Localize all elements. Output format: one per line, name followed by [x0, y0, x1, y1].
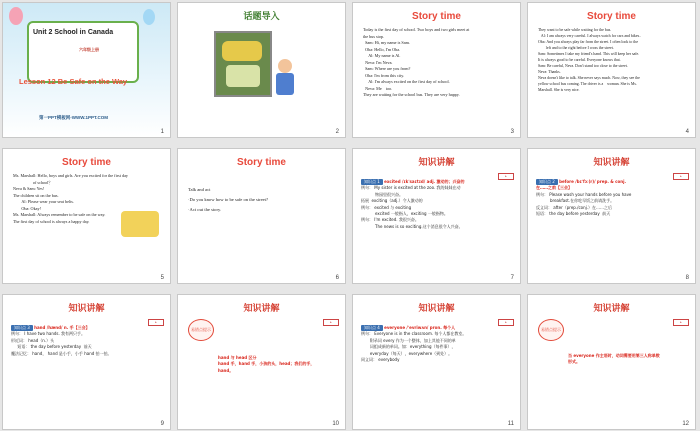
slide-number: 7 — [510, 275, 514, 281]
text-line: everyday（每天），everywhere（到处）。 — [361, 350, 453, 356]
slide-title: 话题导入 — [243, 12, 280, 22]
text-line: ·Act out the story. — [188, 207, 222, 213]
text-line: 反义词： after（prep./conj.）在……之后 — [536, 204, 613, 210]
point-tag: 知识点 4 — [361, 325, 383, 331]
text-line: 例句： Everyone is in the classroom. 每个人都在教室。 — [361, 331, 467, 337]
text-line: 魔法记忆： hand， hand 是小手，小手 hand 拍一拍。 — [11, 350, 112, 356]
text-line: Oba: And you always play far from the street. I often look to the — [538, 40, 639, 45]
slide-2[interactable] — [177, 2, 346, 138]
footer-text: 第一PPT模板网-WWW.1PPT.COM — [39, 115, 108, 120]
slide-number: 2 — [335, 129, 339, 135]
text-line: They are waiting for the school bus. They are very happy. — [363, 92, 460, 97]
tip-text — [568, 353, 687, 366]
text-line: 例句： My sister is excited at the zoo. 我的妹妹在动 — [361, 185, 461, 191]
slide-6[interactable] — [177, 148, 346, 284]
slide-title: 知识讲解 — [68, 304, 105, 314]
text-line: Talk and act — [188, 187, 211, 192]
text-line: 短语： the day before yesterday 前天 — [11, 344, 92, 350]
unit-title: Unit 2 School in Canada — [33, 29, 114, 36]
text-line: Sam: Be careful, Neva. Don't stand too close to the street. — [538, 64, 628, 69]
slide-grid — [2, 2, 698, 429]
text-line: hand。 — [218, 367, 234, 373]
lesson-title: Lesson 12 Be Safe on the Way — [19, 77, 128, 86]
text-line: Al: My name is Al. — [363, 53, 401, 58]
text-line: left and to the right before I cross the street. — [538, 46, 614, 51]
tab-marker: ▸ — [673, 173, 689, 180]
grade-label: 六年级上册 — [79, 47, 99, 52]
text-line: 物园里很兴奋。 — [361, 191, 403, 197]
slide-number: 8 — [685, 275, 689, 281]
story-text — [538, 27, 687, 94]
slide-number: 1 — [160, 129, 164, 135]
slide-10[interactable] — [177, 294, 346, 430]
text-line: Oba: Hello, I'm Oba. — [363, 46, 401, 52]
text-line: ·Do you know how to be safe on the street? — [188, 197, 268, 203]
tab-marker: ▸ — [498, 319, 514, 326]
slide-title: Story time — [587, 11, 636, 22]
slide-number: 11 — [507, 421, 514, 427]
text-line: Neva: Thanks. — [538, 70, 561, 75]
point-tag: 知识点 3 — [11, 325, 33, 331]
text-line: 例句： I'm excited. 我很兴奋。 — [361, 217, 419, 223]
slide-3[interactable] — [352, 2, 521, 138]
text-line: Marshall. She is very nice. — [538, 88, 580, 93]
knowledge-point — [361, 179, 512, 230]
text-line: The first day of school is always a happy day. — [13, 218, 90, 224]
tip-text — [218, 355, 337, 374]
balloon-icon — [9, 7, 23, 25]
point-heading: hand /hænd/ n. 手【三会】 — [34, 325, 90, 330]
text-line: Sam: Hi, my name is Sam. — [363, 40, 410, 45]
text-line: Neva doesn't like to talk. She never says much. Now, they see the — [538, 76, 640, 81]
slide-4[interactable] — [527, 2, 696, 138]
text-line: 例句： excited 与 exciting — [361, 204, 412, 210]
text-line: Ms. Marshall: Always remember to be safe on the way. — [13, 212, 106, 217]
illustration-image — [214, 31, 272, 97]
point-tag: 知识点 1 — [361, 179, 383, 185]
slide-title: Story time — [237, 157, 286, 168]
slide-title: Story time — [62, 157, 111, 168]
text-line: The news is so exciting.这个消息很令人兴奋。 — [361, 223, 463, 229]
tab-marker: ▸ — [673, 319, 689, 326]
text-line: 例句： Please wash your hands before you have — [536, 191, 632, 197]
slide-5[interactable] — [2, 148, 171, 284]
slide-number: 12 — [682, 421, 689, 427]
slide-11[interactable] — [352, 294, 521, 430]
text-line: They want to be safe while waiting for the bus. — [538, 28, 612, 32]
text-line: Neva & Sam: Yes! — [13, 186, 45, 191]
tab-marker: ▸ — [148, 319, 164, 326]
text-line: the bus stop. — [363, 33, 385, 39]
slide-12[interactable] — [527, 294, 696, 430]
school-bus-icon — [121, 211, 159, 237]
slide-title: 知识讲解 — [243, 304, 280, 314]
knowledge-point — [361, 325, 512, 363]
slide-8[interactable] — [527, 148, 696, 284]
text-line: Al: I am always very careful. I always watch for cars and bikes.. — [538, 34, 642, 39]
text-line: 同义词： everybody — [361, 356, 400, 362]
text-line: 附录词 every 作为一个整体，加上其他不同的单 — [361, 337, 456, 343]
text-line: excited 一般指人，exciting 一般指物。 — [361, 210, 448, 216]
text-line: Ms. Marshall: Hello, boys and girls. Are you excited for the first day — [13, 173, 129, 178]
slide-number: 5 — [160, 275, 164, 281]
child-body-icon — [276, 73, 294, 95]
text-line: 拓展 exciting（adj.）令人激动的 — [361, 198, 423, 204]
slide-9[interactable] — [2, 294, 171, 430]
text-line: Oba: Okay! — [13, 205, 42, 211]
slide-number: 4 — [685, 129, 689, 135]
slide-number: 6 — [335, 275, 339, 281]
knowledge-point — [536, 179, 687, 217]
slide-1[interactable] — [2, 2, 171, 138]
child-figure-icon — [278, 59, 292, 73]
text-line: hand 手，hand 手，小孩的头，head；我们的手， — [218, 361, 315, 367]
slide-title: Story time — [412, 11, 461, 22]
point-heading: before /bɪˈfɔː(r)/ prep. & conj. — [559, 179, 626, 184]
text-line: breakfast.在你吃早饭之前请洗手。 — [536, 198, 615, 204]
text-line: 词组成新的单词。如：everything（每件事）， — [361, 344, 456, 350]
text-line: Al: I'm always excited on the first day of school. — [363, 79, 450, 84]
text-line: Neva: I'm Neva. — [363, 59, 393, 65]
text-line: 当 everyone 作主语时，动词需要用第三人称单数 — [568, 353, 660, 358]
text-line: Al: Please wear your seat belts. — [13, 199, 74, 204]
point-heading: everyone /ˈevriwʌn/ pron. 每个人 — [384, 325, 456, 330]
text-line: of school？ — [13, 179, 53, 185]
point-tag: 知识点 2 — [536, 179, 558, 185]
text-line: The children sit on the bus. — [13, 192, 59, 198]
tab-marker: ▸ — [498, 173, 514, 180]
tip-bubble: 易错点提示 — [538, 319, 564, 341]
tab-marker: ▸ — [323, 319, 339, 326]
point-heading-2: 在……之前【三会】 — [536, 185, 572, 191]
slide-title: 知识讲解 — [418, 304, 455, 314]
text-line: hand 与 head 区分 — [218, 355, 257, 360]
slide-title: 知识讲解 — [593, 158, 630, 168]
text-line: Neva: Me too. — [363, 85, 393, 91]
slide-number: 10 — [332, 421, 339, 427]
text-line: 形式。 — [568, 359, 580, 365]
balloon-icon — [143, 9, 155, 25]
slide-7[interactable] — [352, 148, 521, 284]
text-line: It is always good to be careful. Everyone knows that. — [538, 58, 621, 63]
point-heading: excited /ɪkˈsaɪtɪd/ adj. 激动的；兴奋的 — [384, 179, 465, 184]
story-text — [363, 27, 512, 99]
slide-number: 9 — [160, 421, 164, 427]
text-line: Sam: Sometimes I take my friend's hand. This will keep her safe. — [538, 52, 640, 57]
text-line: 例句： I have two hands. 我有两只手。 — [11, 331, 86, 337]
tip-bubble: 易错点提示 — [188, 319, 214, 341]
activity-text — [188, 185, 337, 215]
text-line: 短语： the day before yesterday 前天 — [536, 210, 611, 216]
slide-title: 知识讲解 — [418, 158, 455, 168]
slide-number: 3 — [510, 129, 514, 135]
knowledge-point — [11, 325, 162, 357]
slide-title: 知识讲解 — [593, 304, 630, 314]
text-line: Sam: Where are you from? — [363, 66, 411, 71]
text-line: 形近词： head（n.）头 — [11, 337, 55, 343]
text-line: Oba: I'm from this city. — [363, 72, 405, 78]
text-line: yellow school bus coming. The driver is a woman. She is Ms. — [538, 82, 637, 87]
text-line: Today is the first day of school. Two boys and two girls meet at — [363, 27, 470, 32]
